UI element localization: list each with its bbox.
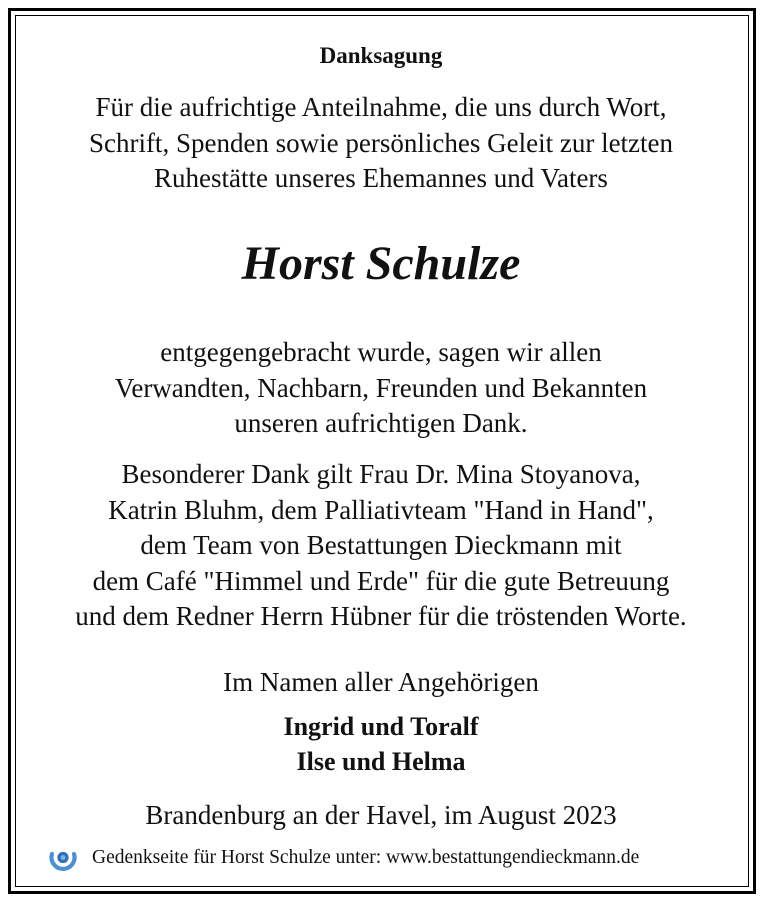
special-thanks-paragraph — [20, 457, 742, 635]
special-thanks-line: Katrin Bluhm, dem Palliativteam "Hand in Hand", — [108, 494, 654, 525]
thanks-line: entgegengebracht wurde, sagen wir allen — [160, 337, 602, 367]
special-thanks-line: Besonderer Dank gilt Frau Dr. Mina Stoyanova, — [121, 459, 641, 489]
on-behalf-line: Im Namen aller Angehörigen — [223, 667, 539, 697]
memorial-page-link[interactable]: Gedenkseite für Horst Schulze unter: www.bestattungendieckmann.de — [92, 847, 640, 868]
special-thanks-line: und dem Redner Herrn Hübner für die tröstenden Worte. — [75, 601, 687, 631]
intro-paragraph — [20, 90, 742, 197]
deceased-name: Horst Schulze — [241, 237, 521, 290]
memorial-page-footer — [48, 842, 639, 874]
notice-content — [20, 20, 742, 880]
special-thanks-line: dem Team von Bestattungen Dieckmann mit — [140, 530, 622, 560]
thanks-line: unseren aufrichtigen Dank. — [234, 408, 528, 438]
place-date: Brandenburg an der Havel, im August 2023 — [145, 800, 617, 830]
signers-block — [20, 709, 742, 779]
notice-heading: Danksagung — [319, 43, 443, 68]
signer-line: Ilse und Helma — [296, 747, 466, 776]
special-thanks-line: dem Café "Himmel und Erde" für die gute Betreuung — [92, 565, 670, 596]
memorial-logo-icon — [48, 843, 78, 873]
thanks-line: Verwandten, Nachbarn, Freunden und Bekannten — [114, 372, 648, 403]
intro-line: Für die aufrichtige Anteilnahme, die uns durch Wort, — [95, 92, 667, 122]
intro-line: Ruhestätte unseres Ehemannes und Vaters — [154, 163, 608, 193]
intro-line: Schrift, Spenden sowie persönliches Geleit zur letzten — [88, 127, 674, 158]
signer-line: Ingrid und Toralf — [283, 712, 479, 741]
thanks-paragraph — [20, 335, 742, 442]
